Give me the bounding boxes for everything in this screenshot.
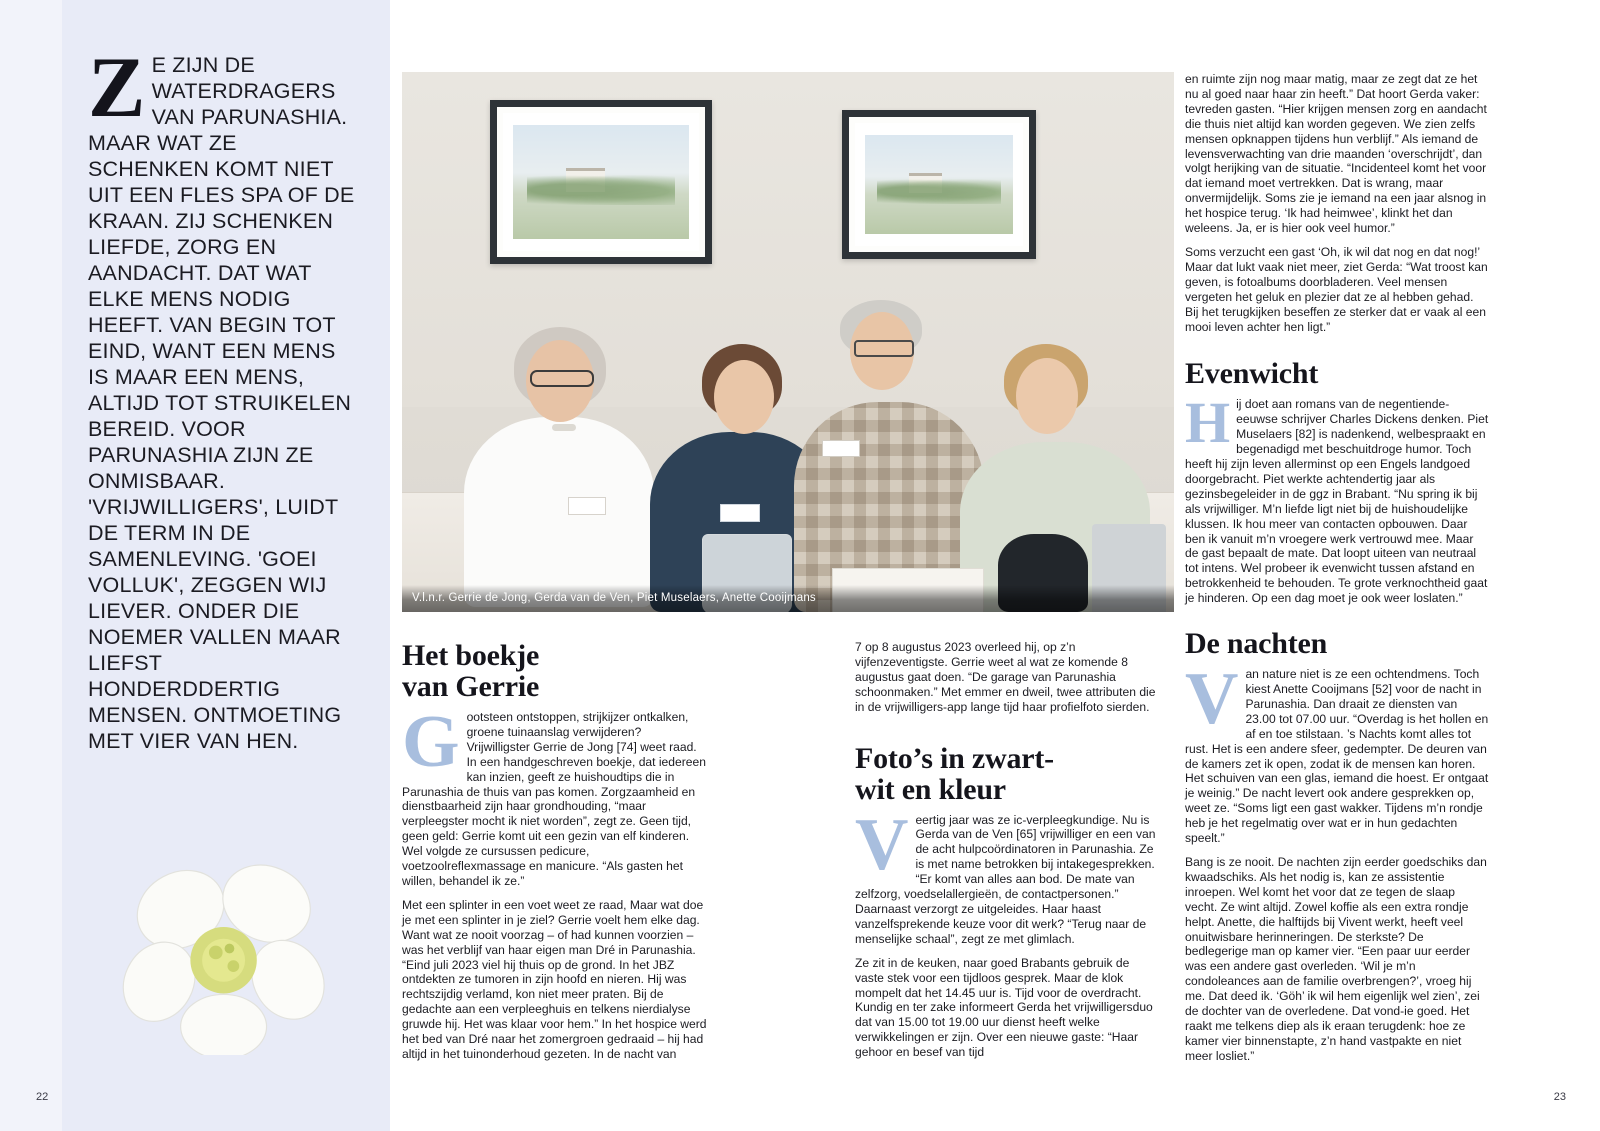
article-fotos-column <box>855 640 1160 1060</box>
article-body-boekje: Gootsteen ontstoppen, strijkijzer ontkalken, groene tuinaanslag verwijderen? Vrijwilligster Gerrie de Jong [74] weet raad. In een handgeschreven boekje, dat iedereen kan inzien, geeft ze huishoudtips die in Parunashia de thuis van pas komen. Zorgzaamheid en dienstbaarheid zijn haar grondhouding, “maar verpleegster mocht ik niet worden”, zegt ze. Geen tijd, geen geld: Gerrie komt uit een gezin van elf kinderen. Wel volgde ze cursussen pedicure, voetzoolreflexmassage en manicure. “Als gasten het willen, behandel ik ze.” Met een splinter in een voet weet ze raad, Maar wat doe je met een splinter in je ziel? Gerrie voelt hem elke dag. Want wat ze nooit voorzag – of had kunnen voorzien – was het verblijf van haar eigen man Dré in Parunashia. “Eind juli 2023 viel hij thuis op de grond. In het JBZ ontdekten ze tumoren in zijn hoofd en nieren. Hij was rechtszijdig verlamd, kon niet meer praten. Bij de gedachte aan een verpleeghuis en telkens nierdialyse gruwde hij. Het was klaar voor hem.” In het hospice werd het bed van Dré naar het zomergroen gedraaid – hij had altijd in het tuinonderhoud gezeten. In de nacht van <box>402 701 707 1061</box>
left-color-band-edge <box>0 0 62 1131</box>
page-number-right: 23 <box>1553 1091 1566 1103</box>
article-right-column <box>1185 72 1490 1064</box>
intro-lead-text <box>88 39 358 754</box>
dropcap-v-nachten: V <box>1185 658 1239 741</box>
article-body-evenwicht: Hij doet aan romans van de negentiende-eeuwse schrijver Charles Dickens denken. Piet Muselaers [82] is nadenkend, welbespraakt en begenadigd met beschuitdroge humor. Toch heeft hij zijn leven allerminst op een Engels landgoed doorgebracht. Piet werkte achtendertig jaar als gezinsbegeleider in de ggz in Brabant. “Nu spring ik bij als vrijwilliger. M’n liefde ligt niet bij de huishoudelijke klussen. Ik hou meer van contacten opbouwen. Daar ben ik vanuit m’n vroegere werk vertrouwd mee. Maar de gast bepaalt de mate. Dat loopt uiteen van neutraal tot intens. Wel probeer ik evenwicht tussen afstand en betrokkenheid te behouden. Te grote verknochtheid gaat je hinderen. Op een dag moet je ook weer loslaten.” <box>1185 390 1489 606</box>
article-body-nachten: Van nature niet is ze een ochtendmens. Toch kiest Anette Cooijmans [52] voor de nacht in Parunashia. Dan draait ze diensten van 23.00 tot 07.00 uur. “Overdag is het hollen en af en toe stilstaan. ’s Nachts komt alles tot rust. Het is een andere sfeer, gedempter. De deuren van de kamers zet ik open, zodat ik de mensen kan horen. Het schuiven van een glas, iemand die hoest. Er ontgaat je weinig.” De nacht levert ook andere gesprekken op, weet ze. “Soms ligt een gast wakker. Tijdens m’n rondje heb je het regelmatig over wat er in hun gedachten speelt.” Bang is ze nooit. De nachten zijn eerder goedschiks dan kwaadschiks. Als het nodig is, kan ze assistentie inroepen. Wel komt het voor dat ze tegen de slaap vecht. Ze wint altijd. Zowel koffie als een extra rondje helpt. Anette, die halftijds bij Vivent werkt, heeft veel onuitwisbare herinneringen. De sterkste? De bedlegerige man op kamer vier. “Een paar uur eerder was een andere gast overleden. ‘Wil je m’n condoleances aan de familie overbrengen?’, vroeg hij me. Dat deed ik. ‘Göh’ ik wil hem eigenlijk wel zien’, zei de dochter van de overledene. Dat vond-ie goed. Het raakt me telkens diep als ik eraan terugdenk: hoe ze kamer vier binnenstapte, z’n hand vastpakte en niet meer losliet.” <box>1185 658 1489 1063</box>
page-number-left: 22 <box>36 1091 49 1103</box>
lead-photo <box>402 72 1174 612</box>
article-title-evenwicht: Evenwicht <box>1185 357 1319 391</box>
intro-body: E ZIJN DE WATERDRAGERS VAN PARUNASHIA. MAAR WAT ZE SCHENKEN KOMT NIET UIT EEN FLES SPA OF DE KRAAN. ZIJ SCHENKEN LIEFDE, ZORG EN AANDACHT. DAT WAT ELKE MENS NODIG HEEFT. VAN BEGIN TOT EIND, WANT EEN MENS IS MAAR EEN MENS, ALTIJD TOT STRUIKELEN BEREID. VOOR PARUNASHIA ZIJN ZE ONMISBAAR. 'VRIJWILLIGERS', LUIDT DE TERM IN DE SAMENLEVING. 'GOEI VOLLUK', ZEGGEN WIJ LIEVER. ONDER DIE NOEMER VALLEN MAAR LIEFST HONDERDDERTIG MENSEN. ONTMOETING MET VIER VAN HEN. <box>88 53 355 753</box>
article-body-fotos: Veertig jaar was ze ic-verpleegkundige. Nu is Gerda van de Ven [65] vrijwilliger en een van de acht hulpcoördinatoren in Parunashia. Ze is met name betrokken bij intakegesprekken. “Er komt van alles aan bod. De mate van zelfzorg, voedselallergieën, de contactpersonen.” Daarnaast verzorgt ze uitgeleides. Haar haast vanzelfsprekende keuze voor dit werk? “Terug naar de menselijke schaal”, zegt ze met glimlach. Ze zit in de keuken, naar goed Brabants gebruik de vaste stek voor een tijdloos gesprek. Maar de klok mompelt dat het 14.45 uur is. Tijd voor de overdracht. Kundig en ter zake informeert Gerda het vrijwilligersduo dat van 15.00 tot 19.00 uur dienst heeft welke verwikkelingen er zijn. Over een nieuwe gaste: “Haar gehoor en besef van tijd <box>855 803 1156 1060</box>
framed-painting-left <box>490 100 712 264</box>
dropcap-v-fotos: V <box>855 803 909 886</box>
intro-dropcap: Z <box>88 39 146 135</box>
dropcap-h: H <box>1185 390 1231 456</box>
article-body-boekje-cont: 7 op 8 augustus 2023 overleed hij, op z’n vijfenzeventigste. Gerrie weet al wat ze komende 8 augustus gaat doen. “De garage van Parunashia schoonmaken.” Met emmer en dweil, twee attributen die in de vrijwilligers-app lange tijd haar profielfoto sierden. <box>855 640 1156 714</box>
article-title-nachten: De nachten <box>1185 627 1328 661</box>
article-body-carryover: en ruimte zijn nog maar matig, maar ze zegt dat ze het nu al goed naar haar zin heeft.” Dat hoort Gerda vaker: tevreden gasten. “Hier krijgen mensen zorg en aandacht die thuis niet altijd kan worden gegeven. We zien zelfs mensen opknappen tijdens hun verblijf.” Als iemand de levensverwachting van drie maanden ‘overschrijdt’, dan volgt herijking van de situatie. “Incidenteel komt het voor dat iemand moet vertrekken. Dat is wrang, maar onvermijdelijk. Soms zie je iemand na een jaar alsnog in het hospice terug. ‘Ik had heimwee’, klinkt het dan weleens. Ja, er is hier ook veel humor.” Soms verzucht een gast ‘Oh, ik wil dat nog en dat nog!’ Maar dat lukt vaak niet meer, ziet Gerda: “Wat troost kan geven, is fotoalbums doorbladeren. Veel mensen vergeten het geluk en plezier dat ze al hebben gehad. Bij het terugkijken beseffen ze sterker dat er vaak al een mooi leven achter hen ligt.” <box>1185 72 1488 334</box>
article-title-fotos: Foto’s in zwart- wit en kleur <box>855 741 1054 806</box>
article-het-boekje <box>402 640 707 1062</box>
photo-caption: V.l.n.r. Gerrie de Jong, Gerda van de Ven, Piet Muselaers, Anette Cooijmans <box>402 585 1174 612</box>
dropcap-g: G <box>402 701 460 783</box>
framed-painting-right <box>842 110 1036 259</box>
article-title-boekje: Het boekje van Gerrie <box>402 639 540 703</box>
flower-illustration <box>120 845 335 1055</box>
